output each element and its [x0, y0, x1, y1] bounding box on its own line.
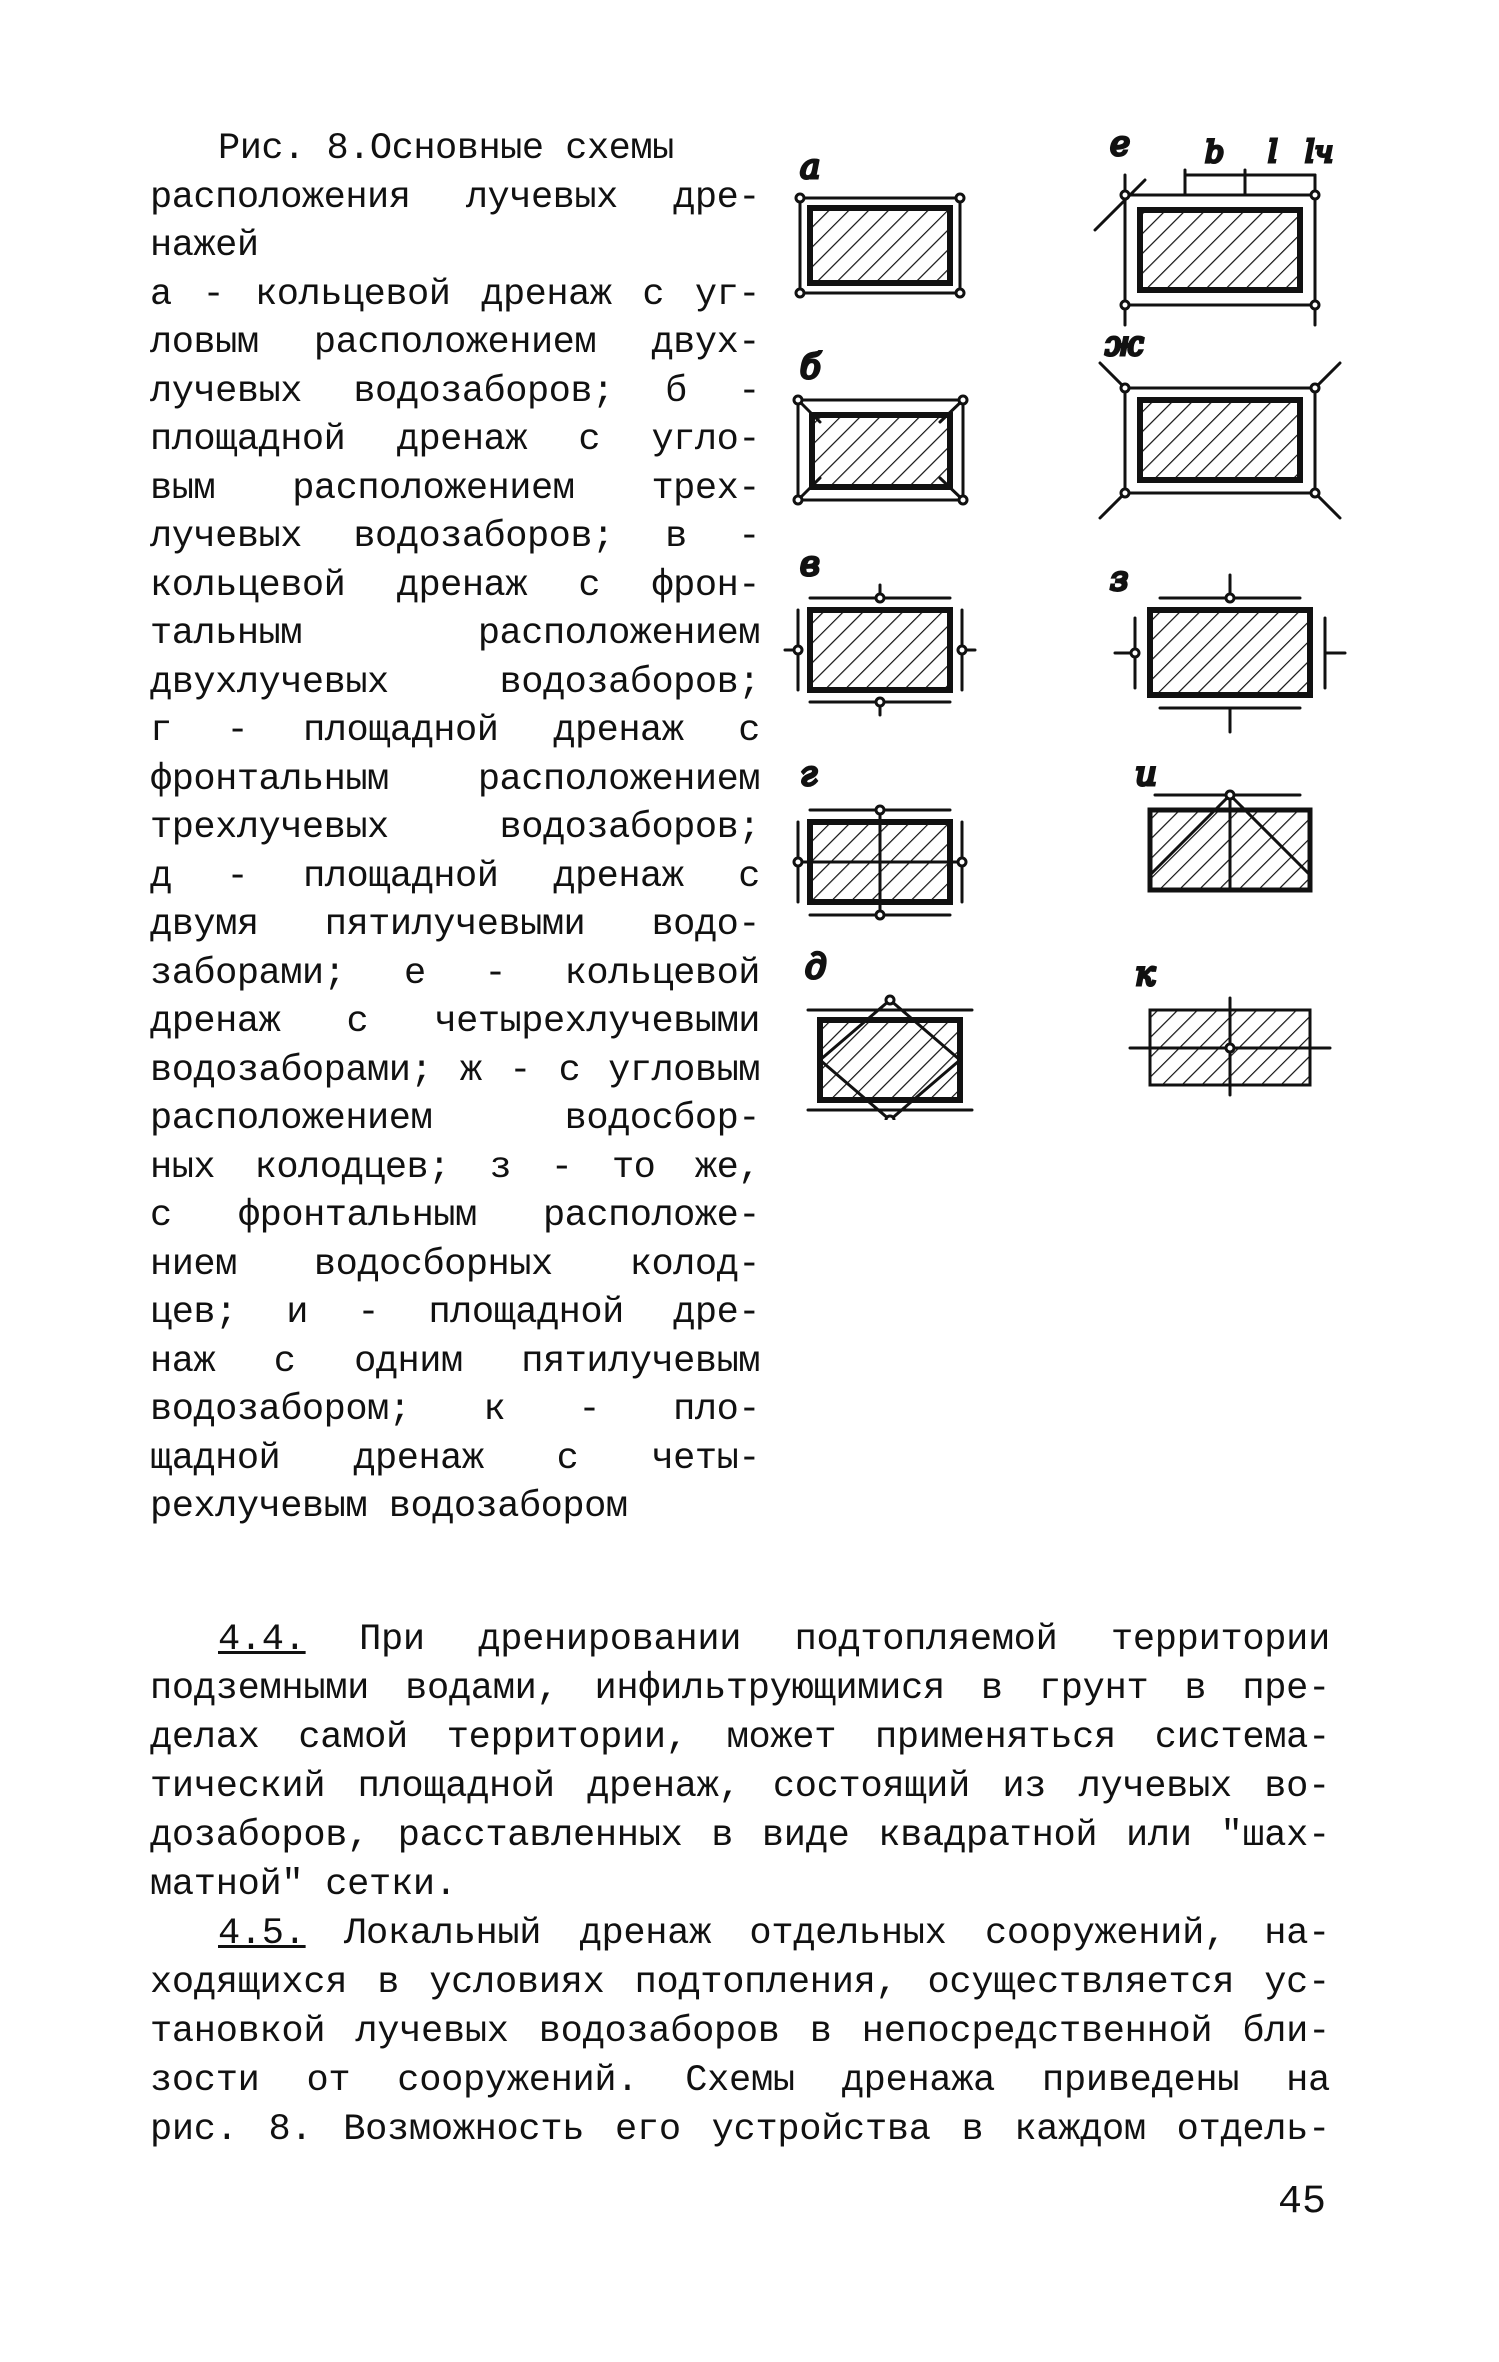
scheme-zh	[1100, 363, 1340, 518]
dim-b: b	[1205, 135, 1225, 170]
body-text	[150, 1616, 1330, 2155]
text-line: рис. 8. Возможность его устройства в каждом отдель-	[150, 2109, 1330, 2151]
label-d: д	[805, 947, 827, 987]
text-line: делах самой территории, может применяться система-	[150, 1717, 1330, 1759]
text-line: зости от сооружений. Схемы дренажа приведены на	[150, 2060, 1330, 2102]
label-k: к	[1135, 954, 1156, 994]
caption-line: ловым расположением двух-	[150, 322, 760, 364]
caption-line: водозабором; к - пло-	[150, 1389, 760, 1431]
caption-line: лучевых водозаборов; б -	[150, 370, 760, 413]
caption-line: цев; и - площадной дре-	[150, 1292, 760, 1334]
caption-line: Рис. 8.Основные схемы	[218, 128, 674, 170]
scheme-k	[1130, 998, 1330, 1095]
dim-lch: lч	[1305, 135, 1334, 170]
scheme-e	[1095, 170, 1319, 325]
paragraph-number: 4.4.	[218, 1619, 306, 1661]
label-g: г	[800, 754, 818, 794]
caption-line: трехлучевых водозаборов;	[150, 807, 760, 849]
caption-line: дренаж с четырехлучевыми	[150, 1001, 760, 1043]
caption-line: рехлучевым водозабором	[150, 1486, 628, 1528]
caption-line: площадной дренаж с угло-	[150, 419, 760, 461]
label-v: в	[800, 544, 820, 584]
text-line: подземными водами, инфильтрующимися в грунт в пре-	[150, 1668, 1330, 1710]
text-line: ходящихся в условиях подтопления, осуществляется ус-	[150, 1962, 1330, 2004]
label-zh: ж	[1105, 324, 1144, 364]
label-i: и	[1135, 754, 1157, 794]
caption-line: расположения лучевых дре-	[150, 176, 760, 219]
caption-line: наж с одним пятилучевым	[150, 1340, 760, 1383]
caption-line: фронтальным расположением	[150, 758, 760, 801]
dim-l: l	[1268, 135, 1278, 170]
caption-line: нием водосборных колод-	[150, 1243, 760, 1286]
caption-line: д - площадной дренаж с	[150, 855, 760, 898]
text-line: матной" сетки.	[150, 1864, 457, 1906]
text-line: дозаборов, расставленных в виде квадратной или "шах-	[150, 1815, 1330, 1857]
label-a: а	[800, 147, 821, 187]
scheme-g	[794, 806, 966, 919]
scheme-z	[1115, 575, 1345, 732]
caption-line: двумя пятилучевыми водо-	[150, 904, 760, 946]
caption-line: водозаборами; ж - с угловым	[150, 1049, 760, 1092]
scheme-a	[796, 194, 964, 297]
caption-line: с фронтальным расположе-	[150, 1195, 760, 1237]
drainage-schemes-drawing	[780, 120, 1400, 1120]
caption-line: заборами; е - кольцевой	[150, 952, 760, 995]
drainage-schemes-figure	[780, 120, 1400, 1120]
figure-caption	[150, 125, 760, 1532]
paragraph-number: 4.5.	[218, 1913, 306, 1955]
text-line: Локальный дренаж отдельных сооружений, на-	[344, 1913, 1331, 1955]
caption-line: щадной дренаж с четы-	[150, 1437, 760, 1480]
caption-line: ных колодцев; з - то же,	[150, 1146, 760, 1189]
caption-line: вым расположением трех-	[150, 467, 760, 510]
caption-line: двухлучевых водозаборов;	[150, 661, 760, 704]
caption-line: а - кольцевой дренаж с уг-	[150, 273, 760, 316]
text-line: тановкой лучевых водозаборов в непосредственной бли-	[150, 2011, 1330, 2053]
label-z: з	[1110, 559, 1129, 599]
caption-line: лучевых водозаборов; в -	[150, 516, 760, 558]
text-line: При дренировании подтопляемой территории	[359, 1619, 1330, 1661]
scheme-d	[808, 996, 972, 1120]
scheme-v	[785, 585, 975, 715]
paragraph-4-4-line-1	[150, 1616, 1330, 1665]
label-b: б	[800, 347, 821, 387]
text-line: тический площадной дренаж, состоящий из лучевых во-	[150, 1766, 1330, 1808]
page-number: 45	[1278, 2180, 1327, 2225]
caption-line: расположением водосбор-	[150, 1098, 760, 1140]
caption-line: нажей	[150, 225, 259, 267]
scheme-b	[794, 396, 967, 504]
scheme-i	[1150, 791, 1310, 890]
caption-line: тальным расположением	[150, 613, 760, 655]
caption-line: кольцевой дренаж с фрон-	[150, 564, 760, 607]
caption-line: г - площадной дренаж с	[150, 710, 760, 752]
label-e: е	[1110, 124, 1131, 164]
paragraph-4-5-line-1	[150, 1910, 1330, 1959]
